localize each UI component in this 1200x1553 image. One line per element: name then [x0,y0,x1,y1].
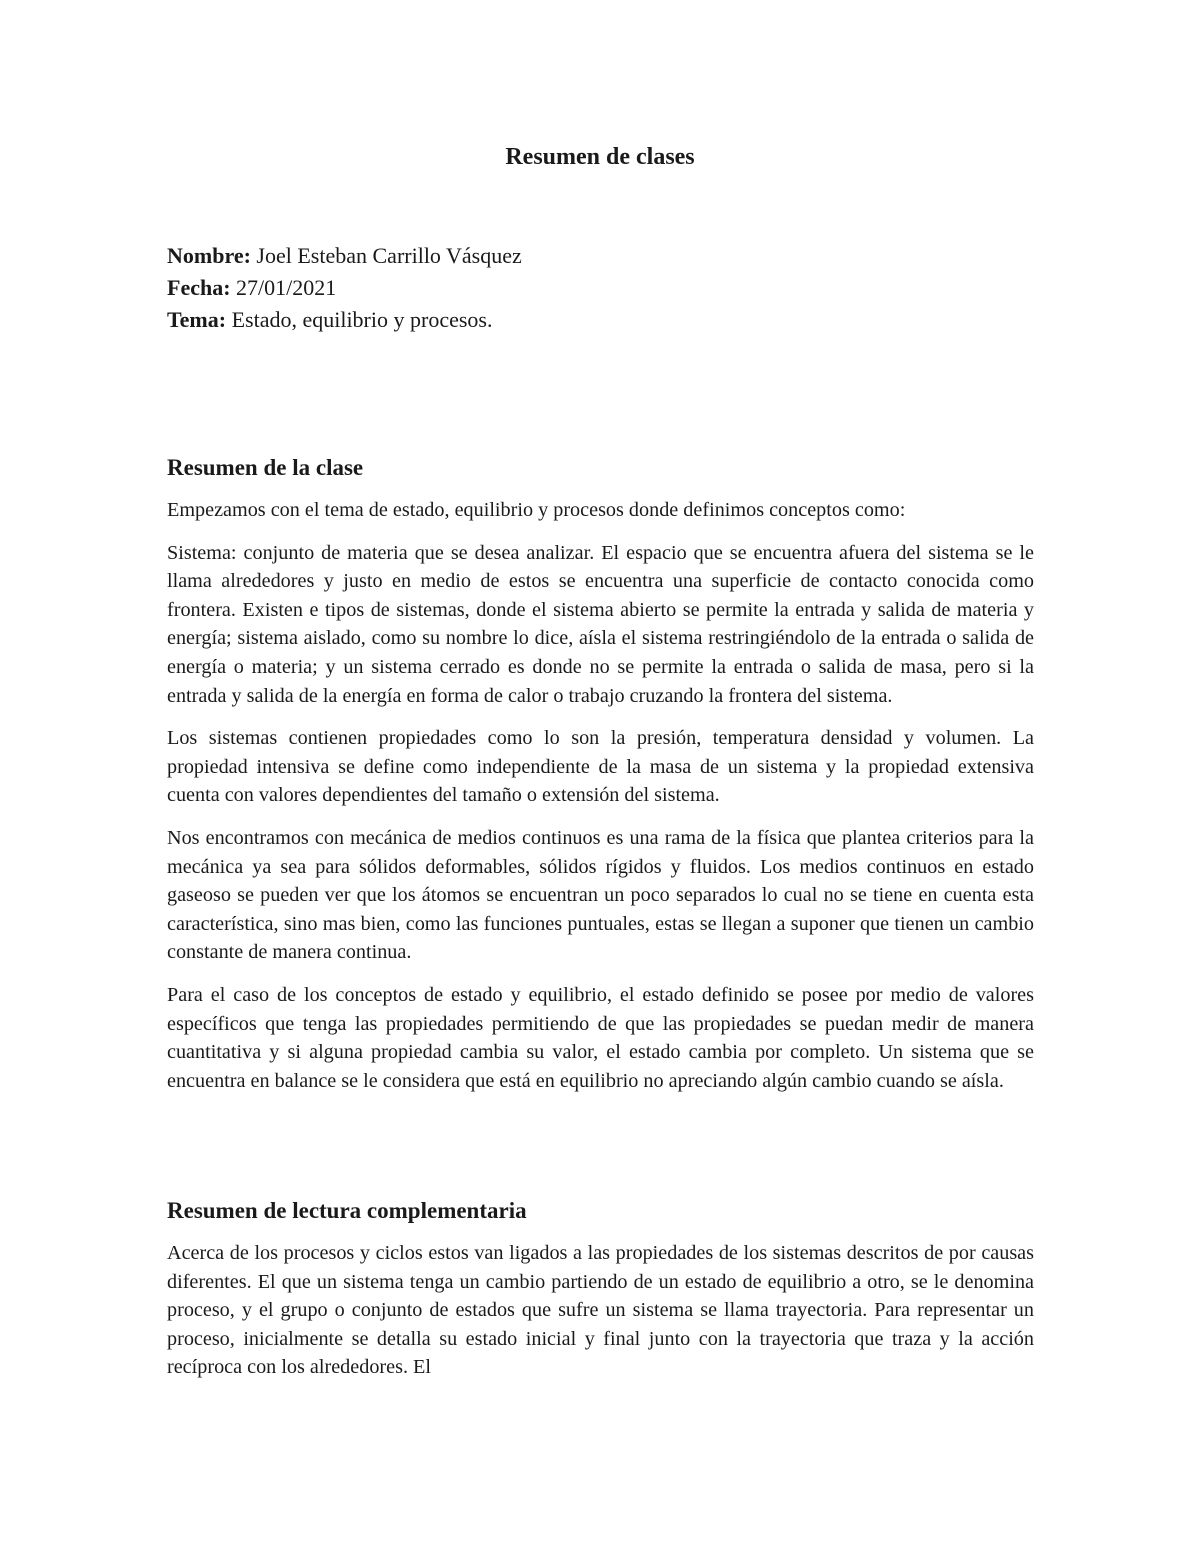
paragraph: Para el caso de los conceptos de estado y equilibrio, el estado definido se posee por medio de valores específicos que tenga las propiedades permitiendo de que las propiedades se puedan medir de manera cuantitativa y si alguna propiedad cambia su valor, el estado cambia por completo. Un sistema que se encuentra en balance se le considera que está en equilibrio no apreciando algún cambio cuando se aísla. [167,983,1034,1092]
name-line [167,240,1037,272]
complementary-reading-section [167,1195,1034,1396]
paragraph: Empezamos con el tema de estado, equilibrio y procesos donde definimos conceptos como: [167,499,906,521]
paragraph: Nos encontramos con mecánica de medios continuos es una rama de la física que plantea criterios para la mecánica ya sea para sólidos deformables, sólidos rígidos y fluidos. Los medios continuos en estado gaseoso se pueden ver que los átomos se encuentran un poco separados lo cual no se tiene en cuenta esta característica, sino mas bien, como las funciones puntuales, estas se llegan a suponer que tienen un cambio constante de manera continua. [167,826,1034,964]
date-line [167,272,1037,304]
name-value: Joel Esteban Carrillo Vásquez [250,243,522,268]
section-heading: Resumen de la clase [167,455,364,480]
name-label: Nombre: [167,243,251,268]
document-metadata [167,240,1037,336]
paragraph: Sistema: conjunto de materia que se desea analizar. El espacio que se encuentra afuera del sistema se le llama alrededores y justo en medio de estos se encuentra una superficie de contacto conocida como frontera. Existen e tipos de sistemas, donde el sistema abierto se permite la entrada y salida de materia y energía; sistema aislado, como su nombre lo dice, aísla el sistema restringiéndolo de la entrada o salida de energía o materia; y un sistema cerrado es donde no se permite la entrada o salida de masa, pero si la entrada y salida de la energía en forma de calor o trabajo cruzando la frontera del sistema. [167,541,1034,707]
paragraph: Acerca de los procesos y ciclos estos van ligados a las propiedades de los sistemas descritos de por causas diferentes. El que un sistema tenga un cambio partiendo de un estado de equilibrio a otro, se le denomina proceso, y el grupo o conjunto de estados que sufre un sistema se llama trayectoria. Para representar un proceso, inicialmente se detalla su estado inicial y final junto con la trayectoria que traza y la acción recíproca con los alrededores. El [167,1242,1034,1379]
document-title: Resumen de clases [505,144,695,170]
topic-label: Tema: [167,307,227,332]
section-heading: Resumen de lectura complementaria [167,1198,527,1223]
topic-line [167,304,1037,336]
class-summary-section [167,452,1034,1109]
topic-value: Estado, equilibrio y procesos. [226,307,493,332]
date-value: 27/01/2021 [230,275,337,300]
paragraph: Los sistemas contienen propiedades como lo son la presión, temperatura densidad y volumen. La propiedad intensiva se define como independiente de la masa de un sistema y la propiedad extensiva cuenta con valores dependientes del tamaño o extensión del sistema. [167,727,1034,807]
date-label: Fecha: [167,275,231,300]
